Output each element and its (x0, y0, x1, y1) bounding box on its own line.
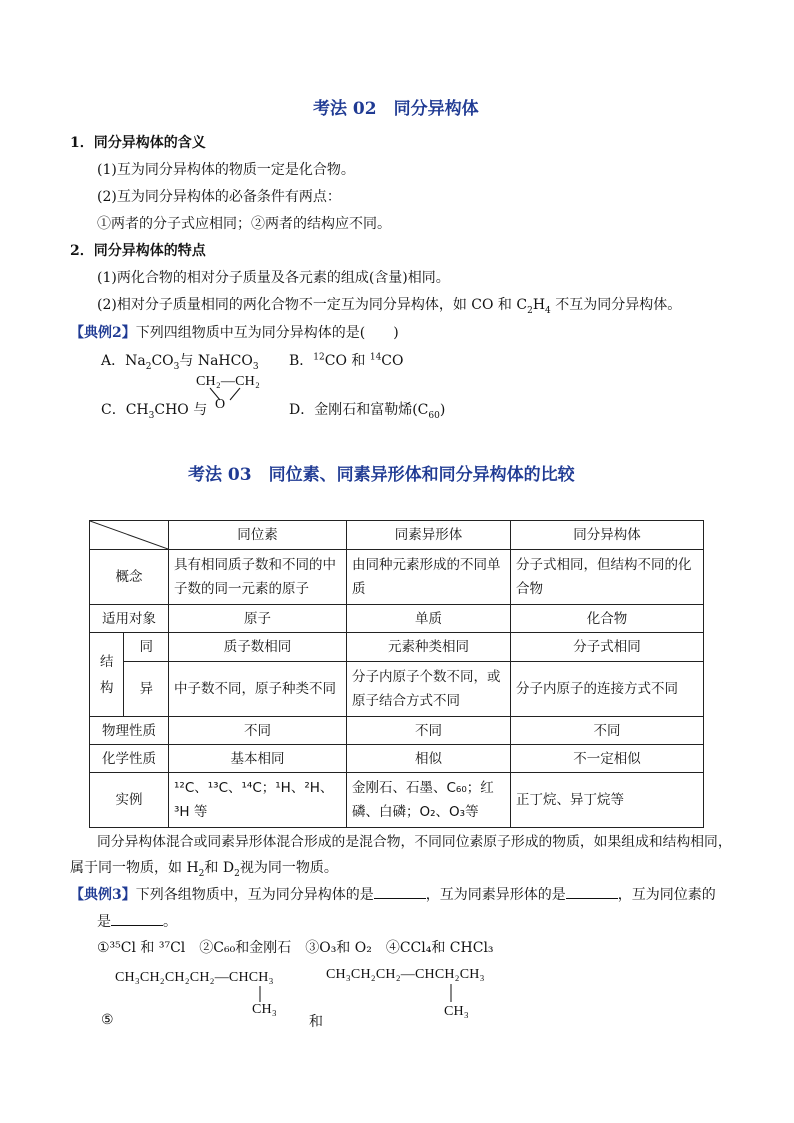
row-sublabel: 同 (124, 633, 169, 662)
table-cell: 相似 (347, 745, 511, 773)
header-isotope: 同位素 (169, 521, 347, 550)
example-3-question: 【典例3】下列各组物质中，互为同分异构体的是 ，互为同素异形体的是 ，互为同位素的 (70, 887, 716, 903)
table-cell: 分子内原子的连接方式不同 (511, 662, 704, 717)
table-cell: 基本相同 (169, 745, 347, 773)
molecule-1-main: CH₃CH₂CH₂CH₂—CHCH₃ (115, 970, 274, 985)
paragraph-line-2: 属于同一物质，如 $H_2$和 $D_2$视为同一物质。 (70, 860, 338, 879)
row-label: 物理性质 (90, 717, 169, 745)
option-c: C．$CH_3CHO$ 与 (101, 402, 208, 421)
section-title-02: 考法 02 同分异构体 (313, 99, 479, 119)
features-item-1: (1)两化合物的相对分子质量及各元素的组成(含量)相同。 (97, 270, 450, 286)
definition-item-2: (2)互为同分异构体的必备条件有两点： (97, 189, 341, 205)
table-cell: 元素种类相同 (347, 633, 511, 662)
comparison-table (89, 520, 704, 828)
molecule-2-branch-bond (441, 984, 461, 1004)
option-d: D．金刚石和富勒烯$(C_{60})$ (289, 402, 446, 421)
table-cell: 金刚石、石墨、C₆₀；红磷、白磷；O₂、O₃等 (347, 773, 511, 828)
table-cell: 单质 (347, 605, 511, 633)
row-label-structure: 结构 (90, 633, 124, 717)
diagonal-header-cell (90, 521, 169, 550)
epoxide-top: CH₂—CH₂ (196, 374, 261, 389)
heading-definition: 1．同分异构体的含义 (70, 135, 206, 151)
table-cell: 化合物 (511, 605, 704, 633)
table-cell: ¹²C、¹³C、¹⁴C；¹H、²H、³H 等 (169, 773, 347, 828)
definition-item-1: (1)互为同分异构体的物质一定是化合物。 (97, 162, 355, 178)
table-row-chemical (90, 745, 704, 773)
row-label: 概念 (90, 550, 169, 605)
table-cell: 由同种元素形成的不同单质 (347, 550, 511, 605)
table-row-physical (90, 717, 704, 745)
table-row-concept (90, 550, 704, 605)
table-row-structure-same (90, 633, 704, 662)
header-isomer: 同分异构体 (511, 521, 704, 550)
heading-features: 2．同分异构体的特点 (70, 243, 206, 259)
table-cell: 不同 (169, 717, 347, 745)
and-label: 和 (309, 1014, 323, 1030)
molecule-2-branch: CH₃ (444, 1004, 469, 1019)
table-cell: 分子内原子个数不同，或原子结合方式不同 (347, 662, 511, 717)
table-row-scope (90, 605, 704, 633)
table-cell: 正丁烷、异丁烷等 (511, 773, 704, 828)
table-cell: 质子数相同 (169, 633, 347, 662)
table-cell: 原子 (169, 605, 347, 633)
example-2-question: 【典例2】下列四组物质中互为同分异构体的是( ) (70, 325, 399, 341)
table-cell: 中子数不同，原子种类不同 (169, 662, 347, 717)
table-cell: 不一定相似 (511, 745, 704, 773)
row-sublabel: 异 (124, 662, 169, 717)
table-row-examples (90, 773, 704, 828)
paragraph-line-1: 同分异构体混合或同素异形体混合形成的是混合物，不同同位素原子形成的物质，如果组成和结构相同， (97, 834, 732, 850)
table-cell: 分子式相同，但结构不同的化合物 (511, 550, 704, 605)
example-3-question-cont: 是 。 (97, 914, 177, 930)
molecule-2-main: CH₃CH₂CH₂—CHCH₂CH₃ (326, 967, 485, 982)
molecule-1-branch: CH₃ (252, 1002, 277, 1017)
diagonal-line (90, 521, 168, 549)
row-label: 实例 (90, 773, 169, 828)
table-cell: 不同 (347, 717, 511, 745)
table-row-structure-diff (90, 662, 704, 717)
answer-blank-allotrope[interactable] (566, 886, 618, 899)
answer-blank-isotope[interactable] (111, 913, 163, 926)
answer-blank-isomer[interactable] (374, 886, 426, 899)
row-label: 适用对象 (90, 605, 169, 633)
option-a: A．$Na_2CO_3$与 NaHCO$_3$ (101, 353, 259, 372)
table-cell: 分子式相同 (511, 633, 704, 662)
section-title-03: 考法 03 同位素、同素异形体和同分异构体的比较 (188, 465, 575, 485)
table-cell: 具有相同质子数和不同的中子数的同一元素的原子 (169, 550, 347, 605)
table-header-row (90, 521, 704, 550)
example-3-items: ①³⁵Cl 和 ³⁷Cl ②C₆₀和金刚石 ③O₃和 O₂ ④CCl₄和 CHCl₃ (97, 940, 494, 956)
features-item-2: (2)相对分子质量相同的两化合物不一定互为同分异构体，如 CO 和 $C_2H_4$ 不互为同分异构体。 (97, 297, 682, 316)
row-label: 化学性质 (90, 745, 169, 773)
epoxide-oxygen: O (215, 397, 226, 412)
option-b: B．$^{12}$CO 和 $^{14}$CO (289, 352, 404, 369)
definition-item-3: ①两者的分子式应相同；②两者的结构应不同。 (97, 216, 391, 232)
item-5-label: ⑤ (101, 1012, 114, 1028)
table-cell: 不同 (511, 717, 704, 745)
header-allotrope: 同素异形体 (347, 521, 511, 550)
